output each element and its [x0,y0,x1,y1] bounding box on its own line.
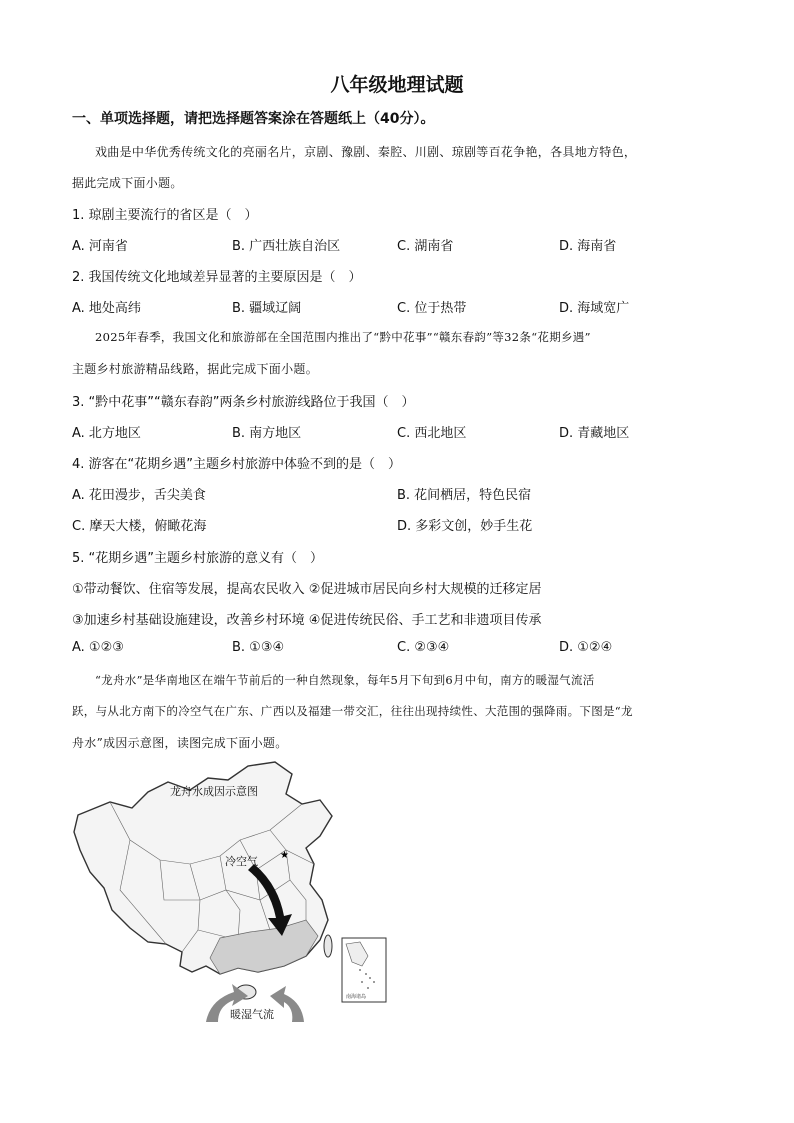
question-1-option-c[interactable]: C. 湖南省 [397,239,454,254]
question-2-option-d[interactable]: D. 海域宽广 [559,301,630,316]
question-2-option-c[interactable]: C. 位于热带 [397,301,467,316]
map-title: 龙舟水成因示意图 [170,785,258,798]
page-title: 八年级地理试题 [330,74,464,96]
question-5-option-c[interactable]: C. ②③④ [397,640,450,655]
question-4-option-c[interactable]: C. 摩天大楼，俯瞰花海 [72,519,207,534]
question-3-option-c[interactable]: C. 西北地区 [397,426,467,441]
passage-2-line-1: 2025年春季，我国文化和旅游部在全国范围内推出了“黔中花事”“赣东春韵”等32条“花期乡遇” [95,330,591,344]
warm-air-arrow-right [270,986,304,1022]
question-2-stem: 2. 我国传统文化地域差异显著的主要原因是（ ） [72,270,362,285]
question-5-statements-1: ①带动餐饮、住宿等发展，提高农民收入 ②促进城市居民向乡村大规模的迁移定居 [72,582,542,597]
passage-1-line-2: 据此完成下面小题。 [72,176,183,190]
question-3-option-d[interactable]: D. 青藏地区 [559,426,630,441]
question-2-option-a[interactable]: A. 地处高纬 [72,301,141,316]
passage-3-line-1: “龙舟水”是华南地区在端午节前后的一种自然现象，每年5月下旬到6月中旬，南方的暖湿气流活 [95,673,595,687]
question-3-stem: 3. “黔中花事”“赣东春韵”两条乡村旅游线路位于我国（ ） [72,395,415,410]
question-5-option-b[interactable]: B. ①③④ [232,640,285,655]
warm-air-label: 暖湿气流 [230,1008,274,1021]
section-heading: 一、单项选择题，请把选择题答案涂在答题纸上（40分）。 [72,111,435,127]
passage-1-line-1: 戏曲是中华优秀传统文化的亮丽名片，京剧、豫剧、秦腔、川剧、琼剧等百花争艳，各具地方特色， [95,145,637,159]
capital-star-icon: ★ [280,850,289,861]
cold-air-label: 冷空气 [225,855,258,868]
dragon-boat-water-map [70,760,400,1030]
south-china-sea-inset [342,938,386,1002]
question-1-option-b[interactable]: B. 广西壮族自治区 [232,239,341,254]
question-4-option-a[interactable]: A. 花田漫步，舌尖美食 [72,488,206,503]
inset-label: 南海诸岛 [346,994,367,1000]
taiwan-island [324,935,332,957]
passage-3-line-2: 跃，与从北方南下的冷空气在广东、广西以及福建一带交汇，往往出现持续性、大范围的强降雨。下图是“龙 [72,704,633,718]
question-4-option-d[interactable]: D. 多彩文创，妙手生花 [397,519,533,534]
question-3-option-a[interactable]: A. 北方地区 [72,426,141,441]
question-3-option-b[interactable]: B. 南方地区 [232,426,302,441]
question-5-option-a[interactable]: A. ①②③ [72,640,124,655]
passage-2-line-2: 主题乡村旅游精品线路，据此完成下面小题。 [72,362,319,376]
question-5-statements-2: ③加速乡村基础设施建设，改善乡村环境 ④促进传统民俗、手工艺和非遗项目传承 [72,613,542,628]
passage-3-line-3: 舟水”成因示意图，读图完成下面小题。 [72,736,288,750]
question-5-stem: 5. “花期乡遇”主题乡村旅游的意义有（ ） [72,551,324,566]
question-1-stem: 1. 琼剧主要流行的省区是（ ） [72,208,258,223]
question-5-option-d[interactable]: D. ①②④ [559,640,613,655]
question-2-option-b[interactable]: B. 疆域辽阔 [232,301,302,316]
question-4-option-b[interactable]: B. 花间栖居，特色民宿 [397,488,532,503]
question-4-stem: 4. 游客在“花期乡遇”主题乡村旅游中体验不到的是（ ） [72,457,402,472]
question-1-option-d[interactable]: D. 海南省 [559,239,617,254]
question-1-option-a[interactable]: A. 河南省 [72,239,128,254]
